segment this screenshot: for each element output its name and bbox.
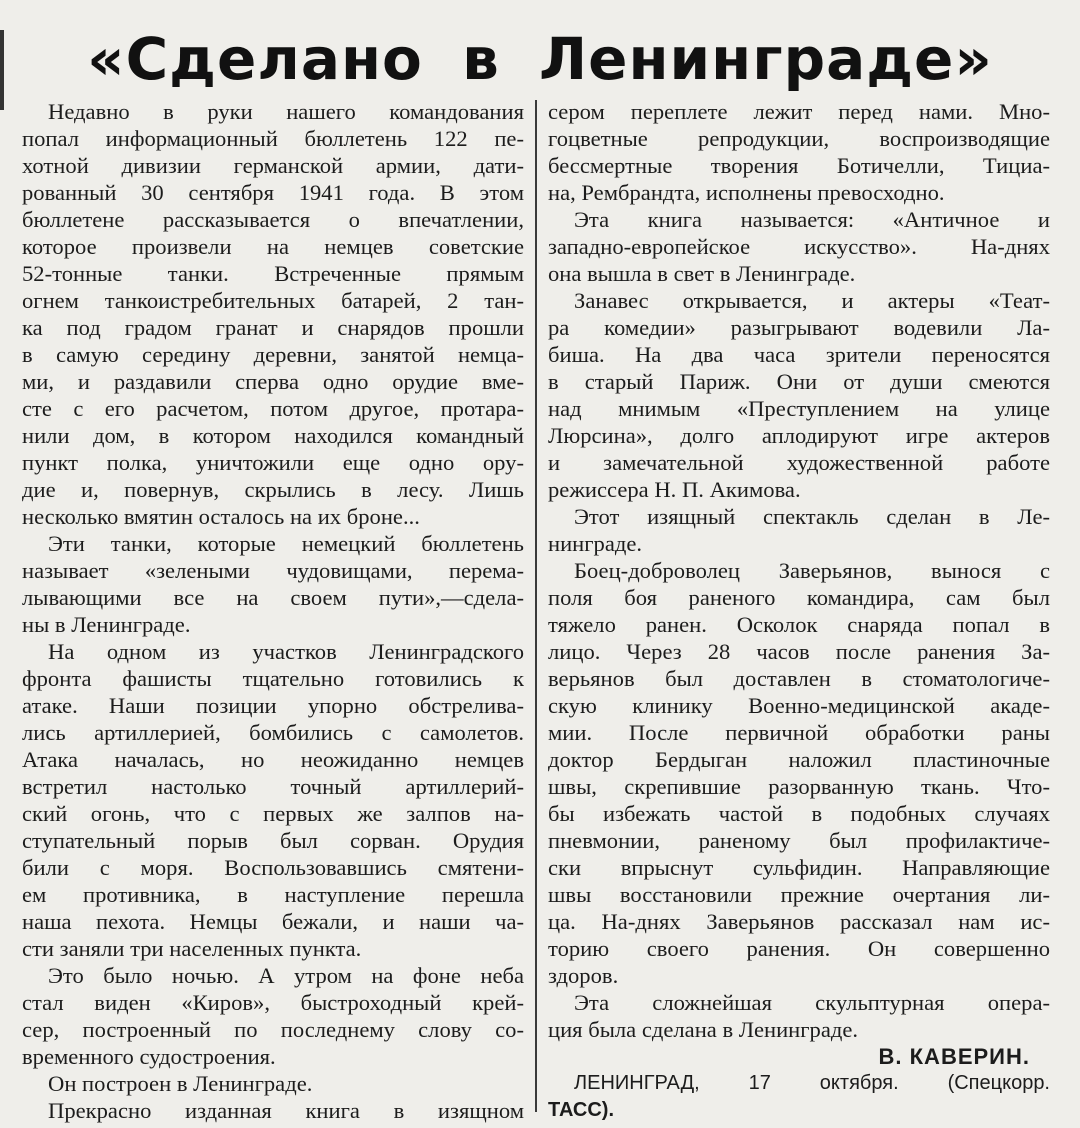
text-line: бюллетене рассказывается о впечатлении, [22, 207, 524, 232]
text-line: бы избежать частой в подобных случаях [548, 801, 1050, 826]
text-line: Эти танки, которые немецкий бюллетень [48, 531, 524, 556]
text-line: режиссера Н. П. Акимова. [548, 477, 801, 502]
text-line: временного судостроения. [22, 1044, 276, 1069]
text-line: тяжело ранен. Осколок снаряда попал в [548, 612, 1050, 637]
text-line: ны в Ленинграде. [22, 612, 191, 637]
text-line: несколько вмятин осталось на их броне... [22, 504, 420, 529]
text-line: Прекрасно изданная книга в изящном [48, 1098, 524, 1123]
text-line: встретил настолько точный артиллерий- [22, 774, 524, 799]
text-line: она вышла в свет в Ленинграде. [548, 261, 856, 286]
text-line: гоцветные репродукции, воспроизводящие [548, 126, 1050, 151]
text-line: биша. На два часа зрители переносятся [548, 342, 1050, 367]
text-line: швы восстановили прежние очертания ли- [548, 882, 1050, 907]
column-divider [535, 100, 537, 1112]
text-line: западно-европейское искусство». На-днях [548, 234, 1050, 259]
text-line: бессмертные творения Ботичелли, Тициа- [548, 153, 1050, 178]
text-line: нили дом, в котором находился командный [22, 423, 524, 448]
text-line: хотной дивизии германской армии, дати- [22, 153, 524, 178]
text-line: ступательный порыв был сорван. Орудия [22, 828, 524, 853]
text-line: Люрсина», долго аплодируют игре актеров [548, 423, 1050, 448]
article-column-left [22, 98, 524, 1124]
text-line: Он построен в Ленинграде. [48, 1071, 313, 1096]
text-line: ми, и раздавили сперва одно орудие вме- [22, 369, 524, 394]
text-line: ски впрыснут сульфидин. Направляющие [548, 855, 1050, 880]
text-line: рованный 30 сентября 1941 года. В этом [22, 180, 524, 205]
text-line: которое произвели на немцев советские [22, 234, 524, 259]
text-line: доктор Бердыган наложил пластиночные [548, 747, 1050, 772]
author-signature: В. КАВЕРИН. [878, 1044, 1030, 1069]
text-line: Этот изящный спектакль сделан в Ле- [574, 504, 1050, 529]
text-line: ем противника, в наступление перешла [22, 882, 524, 907]
text-line: в самую середину деревни, занятой немца- [22, 342, 524, 367]
text-line: нинграде. [548, 531, 643, 556]
text-line: скую клинику Военно-медицинской акаде- [548, 693, 1050, 718]
text-line: Эта сложнейшая скульптурная опера- [574, 990, 1050, 1015]
text-line: сте с его расчетом, потом другое, протара- [22, 396, 524, 421]
text-line: поля боя раненого командира, сам был [548, 585, 1050, 610]
text-line: ра комедии» разыгрывают водевили Лa- [548, 315, 1050, 340]
text-line: на, Рембрандта, исполнены превосходно. [548, 180, 945, 205]
text-line: ка под градом гранат и снарядов прошли [22, 315, 524, 340]
text-line: лывающими все на своем пути»,—сдела- [22, 585, 524, 610]
dateline: ЛЕНИНГРАД, 17 октября. (Спецкорр. [574, 1072, 1050, 1094]
text-line: сером переплете лежит перед нами. Мно- [548, 99, 1050, 124]
text-line: атаке. Наши позиции упорно обстрелива- [22, 693, 524, 718]
text-line: называет «зелеными чудовищами, перема- [22, 558, 524, 583]
text-line: Эта книга называется: «Античное и [574, 207, 1050, 232]
text-line: швы, скрепившие разорванную ткань. Что- [548, 774, 1050, 799]
text-line: дие и, повернув, скрылись в лесу. Лишь [22, 477, 524, 502]
text-line: 52-тонные танки. Встреченные прямым [22, 261, 524, 286]
text-line: наша пехота. Немцы бежали, и наши ча- [22, 909, 524, 934]
article-column-right [548, 98, 1050, 1124]
text-line: Атака началась, но неожиданно немцев [22, 747, 524, 772]
text-line: Это было ночью. А утром на фоне неба [48, 963, 524, 988]
text-line: верьянов был доставлен в стоматологиче- [548, 666, 1050, 691]
text-line: попал информационный бюллетень 122 пе- [22, 126, 524, 151]
text-line: мии. После первичной обработки раны [548, 720, 1050, 745]
text-line: Недавно в руки нашего командования [48, 99, 524, 124]
text-line: торию своего ранения. Он совершенно [548, 936, 1050, 961]
text-line: над мнимым «Преступлением на улице [548, 396, 1050, 421]
text-line: лись артиллерией, бомбились с самолетов. [22, 720, 524, 745]
text-line: сер, построенный по последнему слову со- [22, 1017, 524, 1042]
text-line: ский огонь, что с первых же залпов на- [22, 801, 524, 826]
text-line: сти заняли три населенных пункта. [22, 936, 362, 961]
text-line: На одном из участков Ленинградского [48, 639, 524, 664]
text-line: здоров. [548, 963, 619, 988]
text-line: в старый Париж. Они от души смеются [548, 369, 1050, 394]
text-line: и замечательной художественной работе [548, 450, 1050, 475]
text-line: Боец-доброволец Заверьянов, вынося с [574, 558, 1050, 583]
text-line: стал виден «Киров», быстроходный крей- [22, 990, 524, 1015]
text-line: огнем танкоистребительных батарей, 2 тан- [22, 288, 524, 313]
text-line: лицо. Через 28 часов после ранения За- [548, 639, 1050, 664]
text-line: пневмонии, раненому был профилактиче- [548, 828, 1050, 853]
text-line: пункт полка, уничтожили еще одно ору- [22, 450, 524, 475]
text-line: ца. На-днях Заверьянов рассказал нам ис- [548, 909, 1050, 934]
text-line: Занавес открывается, и актеры «Теат- [574, 288, 1050, 313]
dateline-agency: ТАСС). [548, 1099, 615, 1121]
text-line: били с моря. Воспользовавшись смятени- [22, 855, 524, 880]
text-line: ция была сделана в Ленинграде. [548, 1017, 859, 1042]
text-line: фронта фашисты тщательно готовились к [22, 666, 524, 691]
article-headline: «Сделано в Ленинграде» [87, 25, 993, 93]
